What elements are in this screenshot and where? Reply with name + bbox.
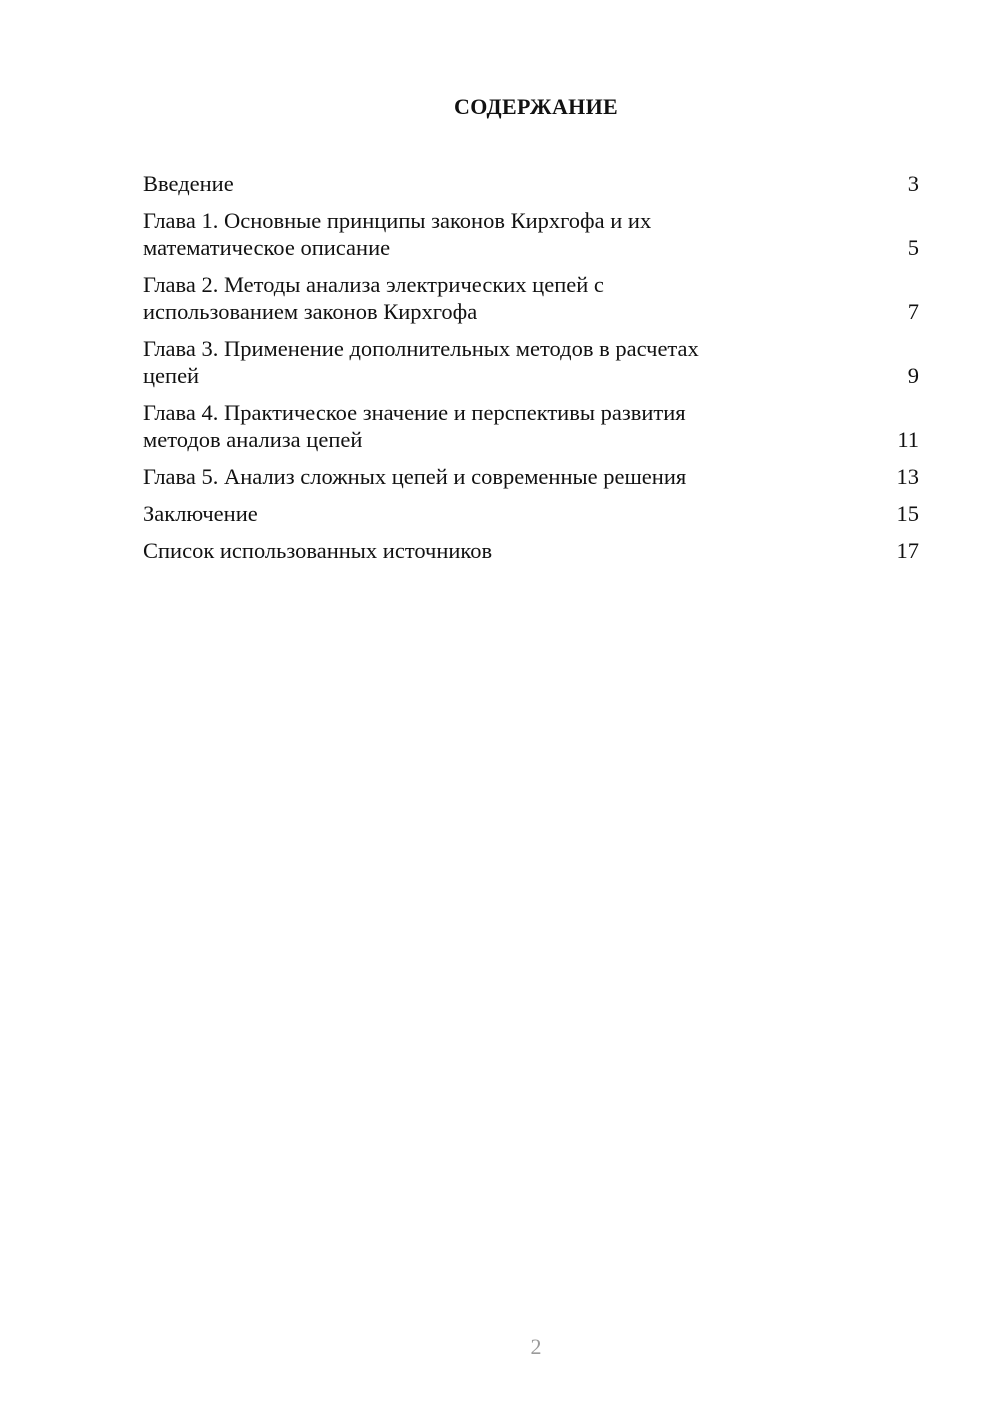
toc-entry-line: Список использованных источников bbox=[143, 538, 493, 563]
toc-entry-line: математическое описание bbox=[143, 235, 391, 260]
toc-entry-page: 9 bbox=[907, 363, 919, 388]
toc-entry-text bbox=[143, 271, 783, 325]
toc-entry-line: Глава 1. Основные принципы законов Кирхгофа и их bbox=[143, 208, 652, 233]
toc-entry-line: Введение bbox=[143, 171, 234, 196]
toc-entry-line: использованием законов Кирхгофа bbox=[143, 299, 478, 324]
toc-entry-text bbox=[143, 399, 783, 453]
toc-entry-line: Заключение bbox=[143, 501, 258, 526]
toc-entry-text bbox=[143, 500, 783, 527]
toc-entry-page: 17 bbox=[896, 538, 919, 563]
toc-entry-chapter-1 bbox=[143, 207, 919, 261]
toc-entry-chapter-3 bbox=[143, 335, 919, 389]
toc-entry-text bbox=[143, 170, 783, 197]
toc-entry-text bbox=[143, 463, 783, 490]
toc-entry-page: 3 bbox=[907, 171, 919, 196]
toc-entry-page: 15 bbox=[896, 501, 919, 526]
toc-entry-page: 11 bbox=[897, 427, 919, 452]
toc-entry-line: Глава 5. Анализ сложных цепей и современные решения bbox=[143, 464, 687, 489]
toc-entry-line: Глава 3. Применение дополнительных методов в расчетах bbox=[143, 336, 699, 361]
toc-entry-page: 7 bbox=[907, 299, 919, 324]
toc-entry-line: методов анализа цепей bbox=[143, 427, 363, 452]
toc-entry-text bbox=[143, 537, 783, 564]
page-title: СОДЕРЖАНИЕ bbox=[454, 94, 618, 119]
toc-entry-chapter-2 bbox=[143, 271, 919, 325]
toc-entry-line: цепей bbox=[143, 363, 200, 388]
toc-entry-references bbox=[143, 537, 919, 564]
toc-entry-introduction bbox=[143, 170, 919, 197]
toc-entry-conclusion bbox=[143, 500, 919, 527]
toc-entry-chapter-5 bbox=[143, 463, 919, 490]
toc-entry-line: Глава 2. Методы анализа электрических цепей с bbox=[143, 272, 604, 297]
toc-entry-page: 13 bbox=[896, 464, 919, 489]
toc-entry-line: Глава 4. Практическое значение и перспективы развития bbox=[143, 400, 686, 425]
table-of-contents bbox=[143, 170, 919, 574]
page-number: 2 bbox=[530, 1334, 542, 1359]
toc-entry-page: 5 bbox=[907, 235, 919, 260]
toc-entry-text bbox=[143, 335, 783, 389]
toc-entry-text bbox=[143, 207, 783, 261]
toc-entry-chapter-4 bbox=[143, 399, 919, 453]
